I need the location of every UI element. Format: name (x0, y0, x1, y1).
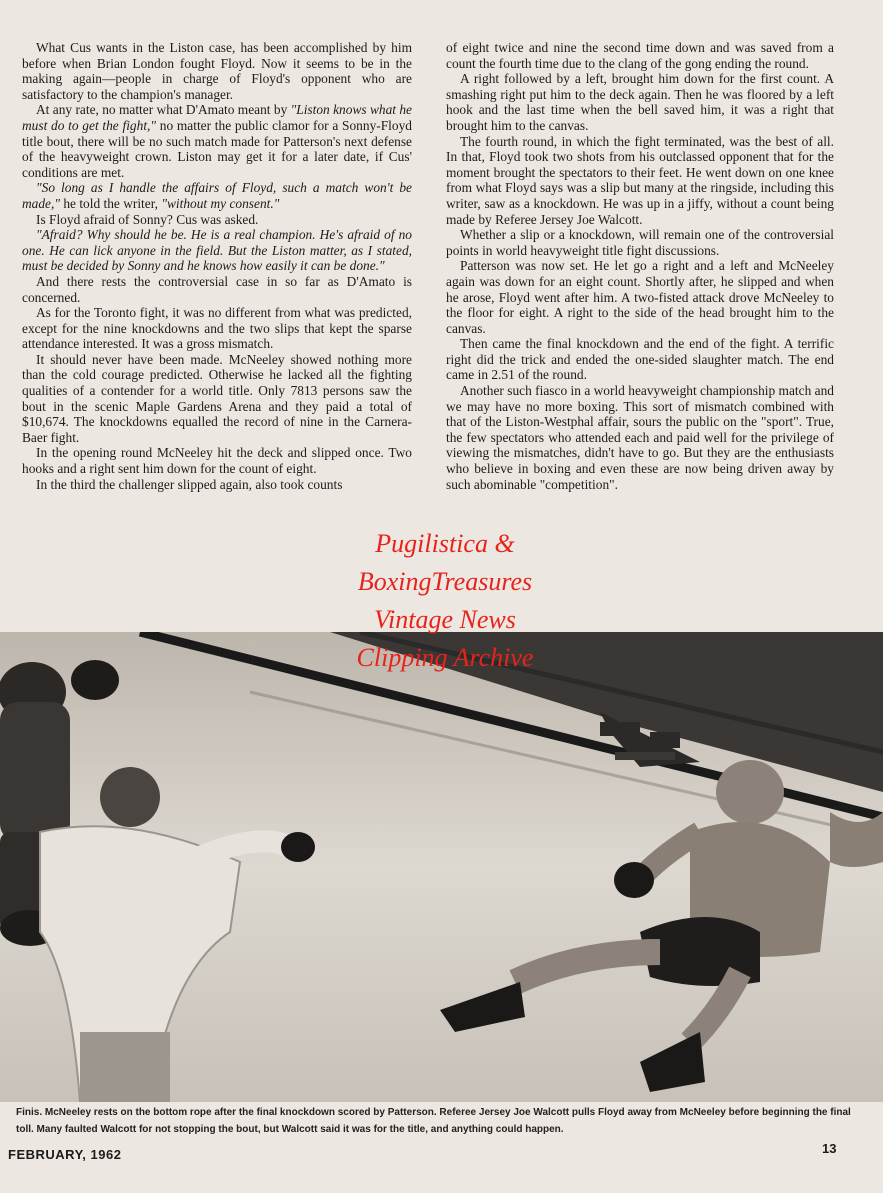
watermark-line: Vintage News (374, 605, 516, 634)
paragraph: Then came the final knockdown and the end of the fight. A terrific right did the trick and ended the one-sided slaughter match. The end came in 2.51 of the round. (446, 336, 834, 383)
paragraph: Whether a slip or a knockdown, will remain one of the controversial points in world heavyweight title fight discussions. (446, 227, 834, 258)
page-number: 13 (822, 1141, 837, 1156)
watermark-line: Clipping Archive (356, 643, 534, 672)
watermark-line: BoxingTreasures (357, 567, 533, 596)
paragraph: "So long as I handle the affairs of Floyd, such a match won't be made," he told the writer, "without my consent." (22, 180, 412, 211)
archive-watermark (300, 525, 590, 677)
knockdown-photo-illustration (0, 632, 883, 1102)
photo-caption: Finis. McNeeley rests on the bottom rope after the final knockdown scored by Patterson. Referee Jersey Joe Walcott pulls Floyd away from McNeeley before beginning the final toll. Many faulted Walcott for not stopping the bout, but Walcott said it was for the title, and anything could happen. (16, 1107, 851, 1135)
paragraph: In the opening round McNeeley hit the deck and slipped once. Two hooks and a right sent him down for the count of eight. (22, 445, 412, 477)
paragraph: Is Floyd afraid of Sonny? Cus was asked. (36, 211, 259, 227)
article-left-column (22, 40, 412, 492)
paragraph: Another such fiasco in a world heavyweight championship match and we may have no more boxing. This sort of mismatch combined with that of the Liston-Westphal affair, sours the public on the "sport". True, the few spectators who attended each and paid well for the privilege of viewing the mismatches, didn't have to go. But they are the enthusiasts who believe in boxing and even these are now being driven away by such abominable "competition". (446, 383, 834, 492)
paragraph: What Cus wants in the Liston case, has been accomplished by him before when Brian London fought Floyd. Now it seems to be in the making again—people in charge of Floyd's opponent who are satisfactory to the champion's manager. (22, 40, 412, 102)
paragraph: of eight twice and nine the second time down and was saved from a count the fourth time due to the clang of the gong ending the round. (446, 40, 834, 71)
paragraph: At any rate, no matter what D'Amato meant by "Liston knows what he must do to get the fight," no matter the public clamor for a Sonny-Floyd title bout, there will be no such match made for Patterson's next defense of the heavyweight crown. Liston may get it for a later date, if Cus' conditions are met. (22, 102, 412, 180)
watermark-line: Pugilistica & (375, 529, 515, 558)
article-right-column (446, 40, 834, 492)
paragraph: "Afraid? Why should he be. He is a real champion. He's afraid of no one. He can lick anyone in the field. But the Liston matter, as I stated, must be decided by Sonny and he knows how easily it can be done." (22, 227, 412, 274)
paragraph: And there rests the controversial case in so far as D'Amato is concerned. (22, 273, 412, 305)
paragraph: A right followed by a left, brought him down for the first count. A smashing right put him to the deck again. Then he was floored by a left hook and the last time when the bell saved him, it was a right that brought him to the canvas. (446, 71, 834, 133)
paragraph: In the third the challenger slipped again, also took counts (36, 476, 343, 492)
paragraph: As for the Toronto fight, it was no different from what was predicted, except for the nine knockdowns and the two slips that kept the sparse attendance interested. It was a gross mismatch. (22, 305, 412, 352)
paragraph: It should never have been made. McNeeley showed nothing more than the cold courage predicted. Otherwise he lacked all the fighting qualities of a contender for a world title. Only 7813 persons saw the bout in the scenic Maple Gardens Arena and they paid a total of $10,674. The knockdowns equalled the record of nine in the Carnera-Baer fight. (22, 351, 412, 445)
issue-date: FEBRUARY, 1962 (8, 1147, 122, 1162)
paragraph: Patterson was now set. He let go a right and a left and McNeeley again was down for an eight count. Shortly after, he slipped and when he arose, Floyd went after him. A two-fisted attack drove McNeeley to the floor for eight. A right to the side of the head brought him to the canvas. (446, 258, 834, 336)
paragraph: The fourth round, in which the fight terminated, was the best of all. In that, Floyd took two shots from his outclassed opponent that for the moment brought the spectators to their feet. He went down on one knee from what Floyd says was a slip but many at the ringside, including this writer, saw as a knockdown. He was up in a jiffy, without a count being made by Referee Jersey Joe Walcott. (446, 133, 834, 227)
boxing-photo (0, 632, 883, 1102)
